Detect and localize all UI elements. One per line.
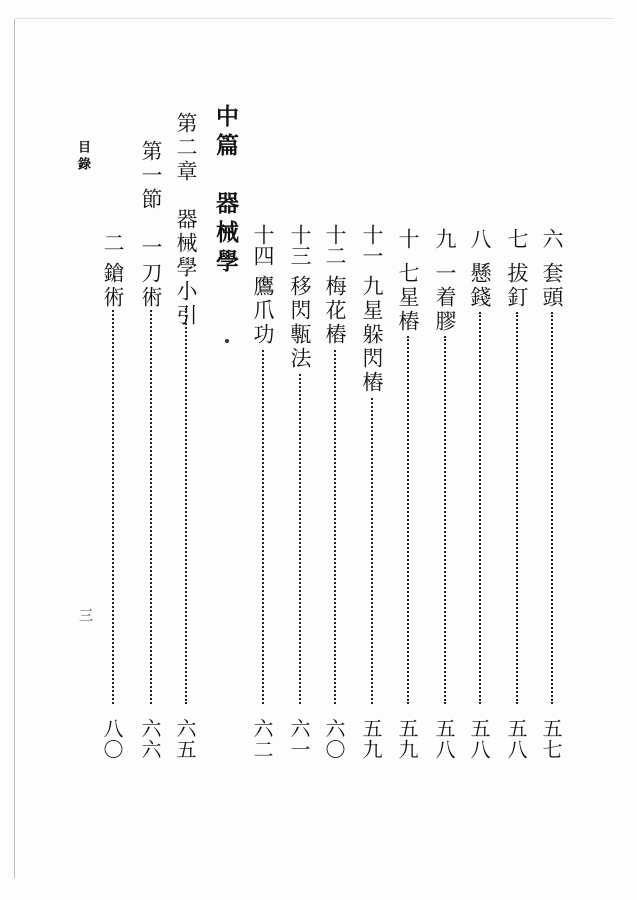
- subentry-one-leader: [150, 310, 152, 704]
- entry-six-page: 五七: [539, 718, 563, 760]
- subentry-two-title: 鎗術: [101, 262, 125, 310]
- entry-ten-number: 十: [396, 228, 420, 249]
- entry-eleven-title: 九星躲閃樁: [360, 275, 384, 395]
- entry-nine-title: 一着膠: [433, 262, 457, 334]
- entry-eleven-number: 十一: [360, 224, 384, 266]
- entry-eight-leader: [479, 312, 481, 704]
- entry-nine-leader: [444, 336, 446, 704]
- subentry-one-title: 刀術: [139, 262, 163, 310]
- subentry-two-page: 八〇: [100, 718, 124, 760]
- entry-fourteen-page: 六二: [250, 718, 274, 760]
- entry-six-leader: [551, 312, 553, 704]
- entry-ten-title: 七星樁: [396, 262, 420, 334]
- page-top-line: [14, 18, 614, 19]
- entry-six-number: 六: [540, 228, 564, 249]
- subentry-two-number: 二: [101, 232, 125, 253]
- entry-ten-leader: [407, 336, 409, 704]
- subentry-two-leader: [112, 310, 114, 704]
- entry-six-title: 套頭: [540, 262, 564, 310]
- part-heading: 中篇 器械學: [212, 104, 239, 278]
- entry-seven-leader: [516, 312, 518, 704]
- entry-fourteen-number: 十四: [251, 224, 275, 266]
- entry-twelve-page: 六〇: [322, 718, 346, 760]
- entry-thirteen-leader: [299, 374, 301, 704]
- entry-thirteen-title: 移閃甎法: [288, 275, 312, 371]
- entry-thirteen-number: 十三: [288, 224, 312, 266]
- entry-twelve-title: 梅花樁: [323, 275, 347, 347]
- entry-seven-page: 五八: [504, 718, 528, 760]
- entry-twelve-number: 十二: [323, 224, 347, 266]
- entry-fourteen-title: 鷹爪功: [251, 275, 275, 347]
- chapter-page: 六五: [173, 718, 197, 760]
- entry-fourteen-leader: [262, 350, 264, 704]
- entry-seven-number: 七: [505, 228, 529, 249]
- entry-seven-title: 拔釘: [505, 262, 529, 310]
- entry-eleven-page: 五九: [359, 718, 383, 760]
- ink-mark: [225, 339, 229, 343]
- subentry-one-page: 六六: [138, 718, 162, 760]
- running-head: 目錄: [75, 140, 90, 174]
- subentry-one-number: 一: [139, 236, 163, 257]
- entry-nine-number: 九: [433, 228, 457, 249]
- entry-eight-title: 懸錢: [468, 262, 492, 310]
- entry-ten-page: 五九: [395, 718, 419, 760]
- section-heading: 第一節: [139, 140, 163, 212]
- entry-eight-number: 八: [468, 228, 492, 249]
- folio: 三: [77, 608, 93, 622]
- page-edge-line: [14, 18, 15, 878]
- entry-nine-page: 五八: [432, 718, 456, 760]
- chapter-leader: [185, 308, 187, 704]
- entry-twelve-leader: [334, 350, 336, 704]
- chapter-heading: 第二章 器械學小引: [174, 112, 198, 328]
- entry-thirteen-page: 六一: [287, 718, 311, 760]
- entry-eight-page: 五八: [467, 718, 491, 760]
- entry-eleven-leader: [371, 398, 373, 704]
